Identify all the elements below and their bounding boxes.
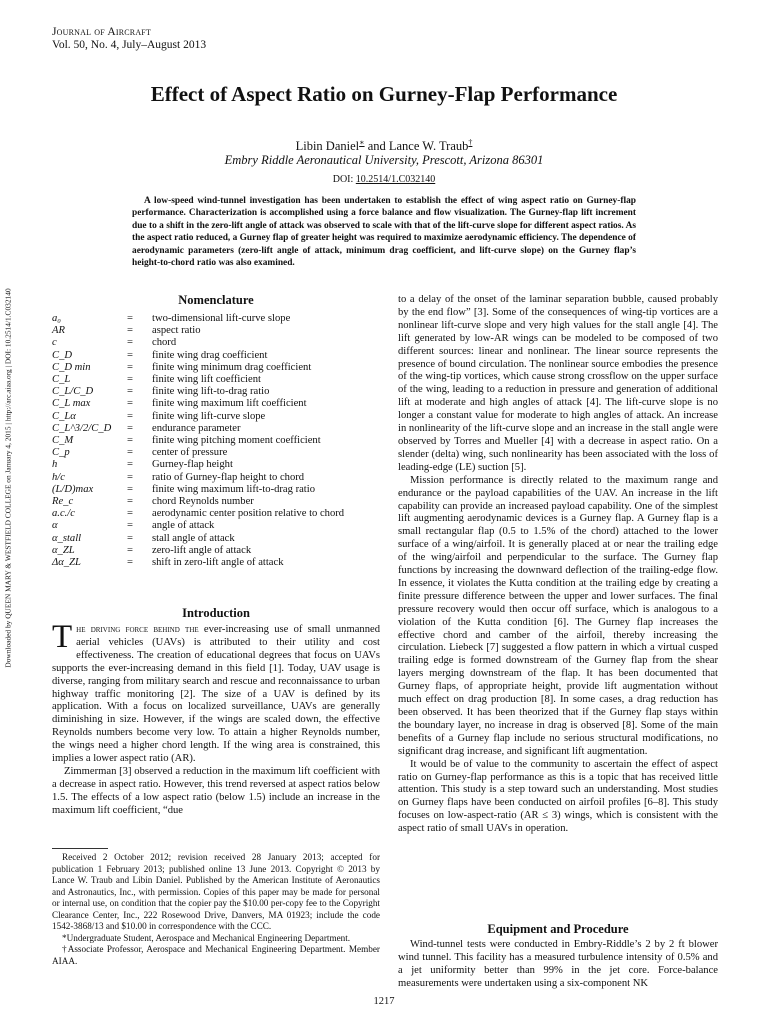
nomenclature-definition: finite wing maximum lift-to-drag ratio [152,483,315,495]
nomenclature-symbol: C_D min [52,361,91,373]
abstract: A low-speed wind-tunnel investigation has been undertaken to establish the effect of wing aspect ratio on Gurney-flap performance. Characterization is accomplished using a force balance and flow visualization. The Gurney-flap lift increment due to a shift in the zero-lift angle of attack was observed to scale with that of the lift-curve slope for different aspect ratios. As the aspect ratio reduced, a Gurney flap of greater height was required to maximize aerodynamic efficiency. The dependence of aerodynamic parameters (zero-lift angle of attack, minimum drag coefficient, and lift-curve slope) on the Gurney flap’s height-to-chord ratio was also examined. [132,196,636,269]
nomenclature-equals: = [127,374,133,386]
nomenclature-definition: center of pressure [152,447,228,459]
nomenclature-equals: = [127,483,133,495]
nomenclature-symbol: a₀ [52,313,61,324]
intro-paragraph-1-text: ever-increasing use of small unmanned aerial vehicles (UAVs) is attributed to their utility and cost effectiveness. The creation of educational degrees that focus on UAVs supports the ever-increasing demand in this field [1]. Today, UAV usage is diverse, ranging from military search and rescue and reconnaissance to urban highway traffic monitoring [2]. The size of a UAV is defined by its application. With a focus on localized surveillance, UAVs are generally diminishing in size. However, if the wings are scaled down, the effective Reynolds numbers become very low. To attain a higher Reynolds number, the wings need a higher chord length. If the wing area is constrained, this implies a lower aspect ratio (AR). [52,624,380,765]
nomenclature-equals: = [127,361,133,373]
nomenclature-row [52,374,382,386]
nomenclature-row [52,533,382,545]
nomenclature-definition: finite wing lift-to-drag ratio [152,386,270,398]
nomenclature-symbol: C_L max [52,398,91,410]
nomenclature-symbol: c [52,337,57,349]
nomenclature-equals: = [127,532,133,544]
nomenclature-symbol: C_L/C_D [52,386,94,398]
nomenclature-heading: Nomenclature [178,293,254,307]
nomenclature-definition: chord [152,337,177,349]
nomenclature-symbol: C_Lα [52,410,76,422]
author-conjunction: and [364,139,389,154]
nomenclature-definition: aspect ratio [152,325,201,337]
nomenclature-symbol: α_stall [52,532,82,544]
nomenclature-definition: shift in zero-lift angle of attack [152,557,284,569]
nomenclature-definition: finite wing maximum lift coefficient [152,398,307,410]
nomenclature-row [52,325,382,337]
nomenclature-definition: finite wing drag coefficient [152,349,268,361]
doi-line [0,174,768,185]
col2-paragraph-2: Mission performance is directly related to the maximum range and endurance or the payload capabilities of the UAV. An increase in the lift capability can provide an increased payload capability. One of the simplest lift augmenting aerodynamic devices is a Gurney flap. A Gurney flap is a small rectangular flap (0.5 to 1.5% of the chord) attached to the lower surface of a wing/airfoil. It is generally placed at or near the trailing edge of the wing/airfoil and perpendicular to the surface. The Gurney flap functions by increasing the downward deflection of the trailing-edge flow. In essence, it violates the Kutta condition at the trailing edge by creating a finite pressure difference between the upper and lower surfaces. The final pressure recovery would then occur off surface, which is analogous to a violation of the Kutta condition [6]. The Gurney flap increases the effective chord and camber of the airfoil, thereby increasing the circulation. Liebeck [7] suggested a flow pattern in which a virtual cusped trailing edge is formed downstream of the Gurney flap from the shear layers merging downstream of the flap. It has been documented that Gurney flaps, of appropriate height, provide lift augmentation without much effect on drag production [8]. In some cases, a drag reduction has been observed. It has been theorized that if the Gurney flap stays within the boundary layer, no increase in drag is observed [8]. Some of the main benefits of a Gurney flap include no serious structural modifications, no significant drag increase, and significant lift augmentation. [398,474,718,757]
received-note: Received 2 October 2012; revision received 28 January 2013; accepted for publication 1 February 2013; published online 13 June 2013. Copyright © 2013 by Lance W. Traub and Libin Daniel. Published by the American Institute of Aeronautics and Astronautics, Inc., with permission. Copies of this paper may be made for personal or internal use, on condition that the copier pay the $10.00 per-copy fee to the Copyright Clearance Center, Inc., 222 Rosewood Drive, Danvers, MA 01923; include the code 1542-3868/13 and $10.00 in correspondence with the CCC. [52,852,380,931]
nomenclature-equals: = [127,386,133,398]
intro-paragraph-2: Zimmerman [3] observed a reduction in the maximum lift coefficient with a decrease in aspect ratio. However, this trend reversed at aspect ratios below 1.5. The effects of a low aspect ratio (below 1.5) include an increase in the maximum lift coefficient, “due [52,765,380,816]
nomenclature-equals: = [127,410,133,422]
nomenclature-equals: = [127,557,133,569]
nomenclature-definition: stall angle of attack [152,532,235,544]
nomenclature-definition: Gurney-flap height [152,459,233,471]
nomenclature-row [52,520,382,532]
drop-cap: T [52,619,73,655]
col2-paragraph-1: to a delay of the onset of the laminar separation bubble, caused probably by the end flow” [3]. Some of the consequences of wing-tip vortices are a nonlinear lift-curve slope and very high values for the stall angle [4]. The lift generated by low-AR wings can be modeled to be composed of two different sources: linear and nonlinear. The linear source represents the presence of bound circulation. The nonlinear source embodies the presence of the wing-tip vortices, which cause strong crossflow on the upper surface of the wing, leading to a reduction in pressure and generation of additional lift at moderate and high angles of attack [4]. The lift-curve slope is no longer a constant value for moderate to high angles of attack. An increase in nonlinearity of the lift-curve slope and an increase in the stall angle were observed by Torres and Mueller [4] with a decrease in aspect ratio. On a slender (delta) wing, such nonlinearity has been associated with the loss of leading-edge (LE) suction [5]. [398,294,718,473]
nomenclature-equals: = [127,325,133,337]
nomenclature-row [52,435,382,447]
journal-header [52,26,206,52]
nomenclature-equals: = [127,471,133,483]
nomenclature-equals: = [127,435,133,447]
nomenclature-symbol: C_L^3/2/C_D [52,422,112,434]
nomenclature-row [52,472,382,484]
nomenclature-definition: finite wing pitching moment coefficient [152,435,321,447]
download-notice: Downloaded by QUEEN MARY & WESTFIELD COLLEGE on January 4, 2015 | http://arc.aiaa.org | DOI: 10.2514/1.C032140 [3,288,13,668]
nomenclature-row [52,508,382,520]
nomenclature-row [52,423,382,435]
nomenclature-definition: zero-lift angle of attack [152,544,252,556]
nomenclature-definition: chord Reynolds number [152,496,254,508]
journal-name: Journal of Aircraft [52,26,152,38]
doi-label: DOI: [332,174,356,185]
nomenclature-definition: endurance parameter [152,422,241,434]
nomenclature-equals: = [127,398,133,410]
nomenclature-row [52,557,382,569]
nomenclature-symbol: Re_c [52,496,74,508]
journal-issue: Vol. 50, No. 4, July–August 2013 [52,39,207,51]
nomenclature-definition: ratio of Gurney-flap height to chord [152,471,305,483]
nomenclature-equals: = [127,459,133,471]
paper-title: Effect of Aspect Ratio on Gurney-Flap Performance [150,82,618,106]
author-1: Libin Daniel [295,139,360,154]
nomenclature-symbol: C_D [52,349,73,361]
nomenclature-list [52,313,382,569]
col2-paragraph-3: It would be of value to the community to ascertain the effect of aspect ratio on Gurney-flap performance as this is a topic that has received little attention. This study is a step toward such an understanding. Most studies on Gurney flaps have been conducted on airfoil profiles [6–8]. This study focuses on low-aspect-ratio (AR ≤ 3) wings, which is consistent with the aspect ratio of small UAVs in operation. [398,758,718,835]
nomenclature-equals: = [127,520,133,532]
nomenclature-definition: angle of attack [152,520,215,532]
author-line [0,138,768,154]
nomenclature-row [52,484,382,496]
equipment-paragraph-1: Wind-tunnel tests were conducted in Embry-Riddle’s 2 by 2 ft blower wind tunnel. This facility has a measured turbulence intensity of 0.5% and a jet uniformity better than 99% in the jet core. Force-balance measurements were undertaken using a six-component NK [398,939,718,989]
footnote-2: †Associate Professor, Aerospace and Mechanical Engineering Department. Member AIAA. [52,944,380,966]
page-number: 1217 [373,996,395,1007]
nomenclature-row [52,545,382,557]
author-1-mark[interactable]: ∗ [359,138,365,147]
nomenclature-row [52,459,382,471]
nomenclature-symbol: (L/D)max [52,483,94,495]
nomenclature-row [52,398,382,410]
nomenclature-symbol: α [52,520,58,532]
intro-lead-smallcaps: he driving force behind the [76,624,199,635]
author-2: Lance W. Traub [388,139,469,154]
affiliation: Embry Riddle Aeronautical University, Prescott, Arizona 86301 [224,153,544,167]
nomenclature-row [52,337,382,349]
introduction-body [52,619,380,818]
nomenclature-symbol: h/c [52,471,65,483]
intro-paragraph-1 [52,619,380,766]
nomenclature-symbol: C_L [52,374,71,386]
nomenclature-definition: finite wing lift coefficient [152,374,261,386]
nomenclature-row [52,496,382,508]
right-column [398,294,718,836]
nomenclature-row [52,386,382,398]
nomenclature-row [52,350,382,362]
nomenclature-symbol: Δα_ZL [52,557,81,569]
nomenclature-equals: = [127,508,133,520]
nomenclature-definition: two-dimensional lift-curve slope [152,313,291,324]
equipment-heading: Equipment and Procedure [487,922,629,936]
nomenclature-equals: = [127,447,133,459]
nomenclature-symbol: C_M [52,435,74,447]
footnote-rule [52,848,108,849]
nomenclature-equals: = [127,349,133,361]
nomenclature-symbol: C_p [52,447,70,459]
nomenclature-symbol: AR [52,325,65,337]
doi-link[interactable]: 10.2514/1.C032140 [355,174,436,185]
nomenclature-definition: aerodynamic center position relative to chord [152,508,345,520]
nomenclature-equals: = [127,313,133,324]
nomenclature-row [52,447,382,459]
nomenclature-symbol: h [52,459,58,471]
download-sidebar [0,258,16,698]
nomenclature-equals: = [127,496,133,508]
nomenclature-equals: = [127,422,133,434]
nomenclature-equals: = [127,544,133,556]
nomenclature-symbol: a.c./c [52,508,75,520]
nomenclature-symbol: α_ZL [52,544,75,556]
footnotes [52,852,380,967]
nomenclature-equals: = [127,337,133,349]
nomenclature-row [52,313,382,325]
introduction-heading: Introduction [182,606,250,620]
nomenclature-row [52,362,382,374]
nomenclature-definition: finite wing lift-curve slope [152,410,266,422]
author-2-mark[interactable]: † [468,138,473,147]
footnote-1: *Undergraduate Student, Aerospace and Mechanical Engineering Department. [62,932,351,943]
nomenclature-row [52,411,382,423]
nomenclature-definition: finite wing minimum drag coefficient [152,361,312,373]
